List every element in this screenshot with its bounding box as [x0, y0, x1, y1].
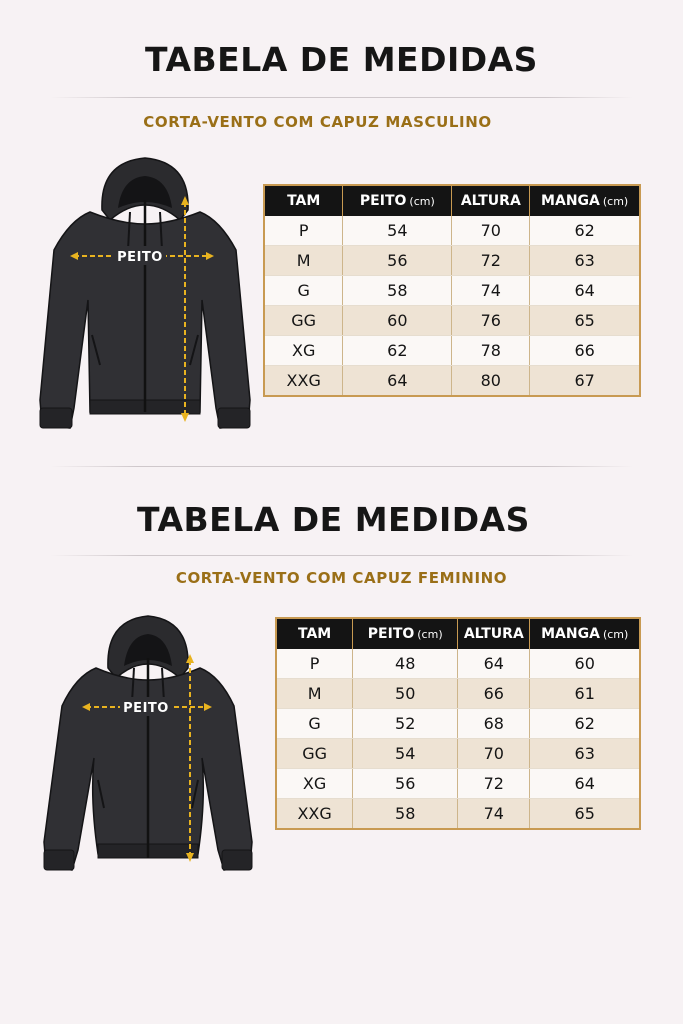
table-cell: 63 — [530, 246, 640, 276]
size-table-masculino — [263, 184, 641, 397]
peito-label: PEITO — [123, 701, 169, 716]
table-cell: 62 — [530, 709, 640, 739]
section-divider — [50, 466, 633, 467]
column-header-label: ALTURA — [463, 626, 524, 642]
column-header-altura — [452, 185, 530, 216]
table-cell: GG — [276, 739, 353, 769]
table-cell: G — [276, 709, 353, 739]
table-cell: 65 — [530, 799, 640, 830]
table-row — [264, 306, 640, 336]
column-header-label: TAM — [287, 193, 321, 209]
table-cell: XG — [264, 336, 343, 366]
column-header-unit: (cm) — [409, 195, 435, 208]
table-cell: 74 — [452, 276, 530, 306]
table-row — [264, 246, 640, 276]
divider — [50, 97, 633, 98]
table-cell: GG — [264, 306, 343, 336]
table-cell: 62 — [343, 336, 452, 366]
table-cell: 78 — [452, 336, 530, 366]
size-table-feminino — [275, 617, 641, 830]
table-cell: 72 — [458, 769, 530, 799]
table-cell: P — [264, 216, 343, 246]
table-row — [264, 216, 640, 246]
peito-label: PEITO — [117, 250, 163, 265]
size-chart-feminino — [0, 470, 683, 1024]
table-cell: 76 — [452, 306, 530, 336]
column-header-tam — [276, 618, 353, 649]
table-row — [276, 709, 640, 739]
table-cell: 60 — [530, 649, 640, 679]
table-row — [276, 739, 640, 769]
column-header-label: MANGA — [541, 193, 600, 209]
column-header-unit: (cm) — [602, 195, 629, 208]
table-cell: 66 — [458, 679, 530, 709]
table-cell: 63 — [530, 739, 640, 769]
table-cell: 61 — [530, 679, 640, 709]
table-header-row — [276, 618, 640, 649]
column-header-label: PEITO — [359, 193, 407, 209]
table-row — [264, 366, 640, 397]
page-title: TABELA DE MEDIDAS — [137, 500, 530, 539]
table-cell: M — [264, 246, 343, 276]
page-title: TABELA DE MEDIDAS — [145, 40, 538, 79]
table-cell: 64 — [458, 649, 530, 679]
table-cell: 60 — [343, 306, 452, 336]
column-header-peito — [343, 185, 452, 216]
table-cell: XG — [276, 769, 353, 799]
table-cell: 52 — [353, 709, 458, 739]
column-header-label: TAM — [297, 626, 332, 642]
table-cell: XXG — [276, 799, 353, 830]
jacket-illustration-feminino — [32, 610, 262, 880]
column-header-label: PEITO — [367, 626, 415, 642]
table-cell: 64 — [343, 366, 452, 397]
table-cell: 65 — [530, 306, 640, 336]
table-cell: 58 — [343, 276, 452, 306]
column-header-label: ALTURA — [460, 193, 521, 209]
table-cell: 70 — [458, 739, 530, 769]
table-header-row — [264, 185, 640, 216]
column-header-manga — [530, 185, 640, 216]
table-cell: G — [264, 276, 343, 306]
table-cell: 50 — [353, 679, 458, 709]
table-cell: 64 — [530, 276, 640, 306]
table-cell: 58 — [353, 799, 458, 830]
table-cell: 64 — [530, 769, 640, 799]
table-row — [276, 649, 640, 679]
table-cell: P — [276, 649, 353, 679]
column-header-tam — [264, 185, 343, 216]
table-cell: 48 — [353, 649, 458, 679]
table-cell: 54 — [343, 216, 452, 246]
table-row — [264, 276, 640, 306]
column-header-unit: (cm) — [417, 628, 443, 641]
table-cell: 54 — [353, 739, 458, 769]
column-header-manga — [530, 618, 640, 649]
table-cell: 74 — [458, 799, 530, 830]
table-cell: 67 — [530, 366, 640, 397]
table-cell: M — [276, 679, 353, 709]
table-row — [264, 336, 640, 366]
column-header-label: MANGA — [541, 626, 600, 642]
table-cell: XXG — [264, 366, 343, 397]
table-cell: 70 — [452, 216, 530, 246]
table-cell: 62 — [530, 216, 640, 246]
table-cell: 66 — [530, 336, 640, 366]
column-header-peito — [353, 618, 458, 649]
table-cell: 80 — [452, 366, 530, 397]
size-chart-masculino — [0, 0, 683, 460]
table-row — [276, 679, 640, 709]
table-cell: 68 — [458, 709, 530, 739]
table-row — [276, 769, 640, 799]
table-cell: 56 — [353, 769, 458, 799]
product-subtitle: CORTA-VENTO COM CAPUZ FEMININO — [175, 569, 508, 587]
jacket-illustration-masculino — [30, 150, 260, 440]
table-cell: 56 — [343, 246, 452, 276]
column-header-altura — [458, 618, 530, 649]
table-cell: 72 — [452, 246, 530, 276]
product-subtitle: CORTA-VENTO COM CAPUZ MASCULINO — [143, 113, 492, 131]
table-row — [276, 799, 640, 830]
column-header-unit: (cm) — [602, 628, 629, 641]
divider — [50, 555, 633, 556]
